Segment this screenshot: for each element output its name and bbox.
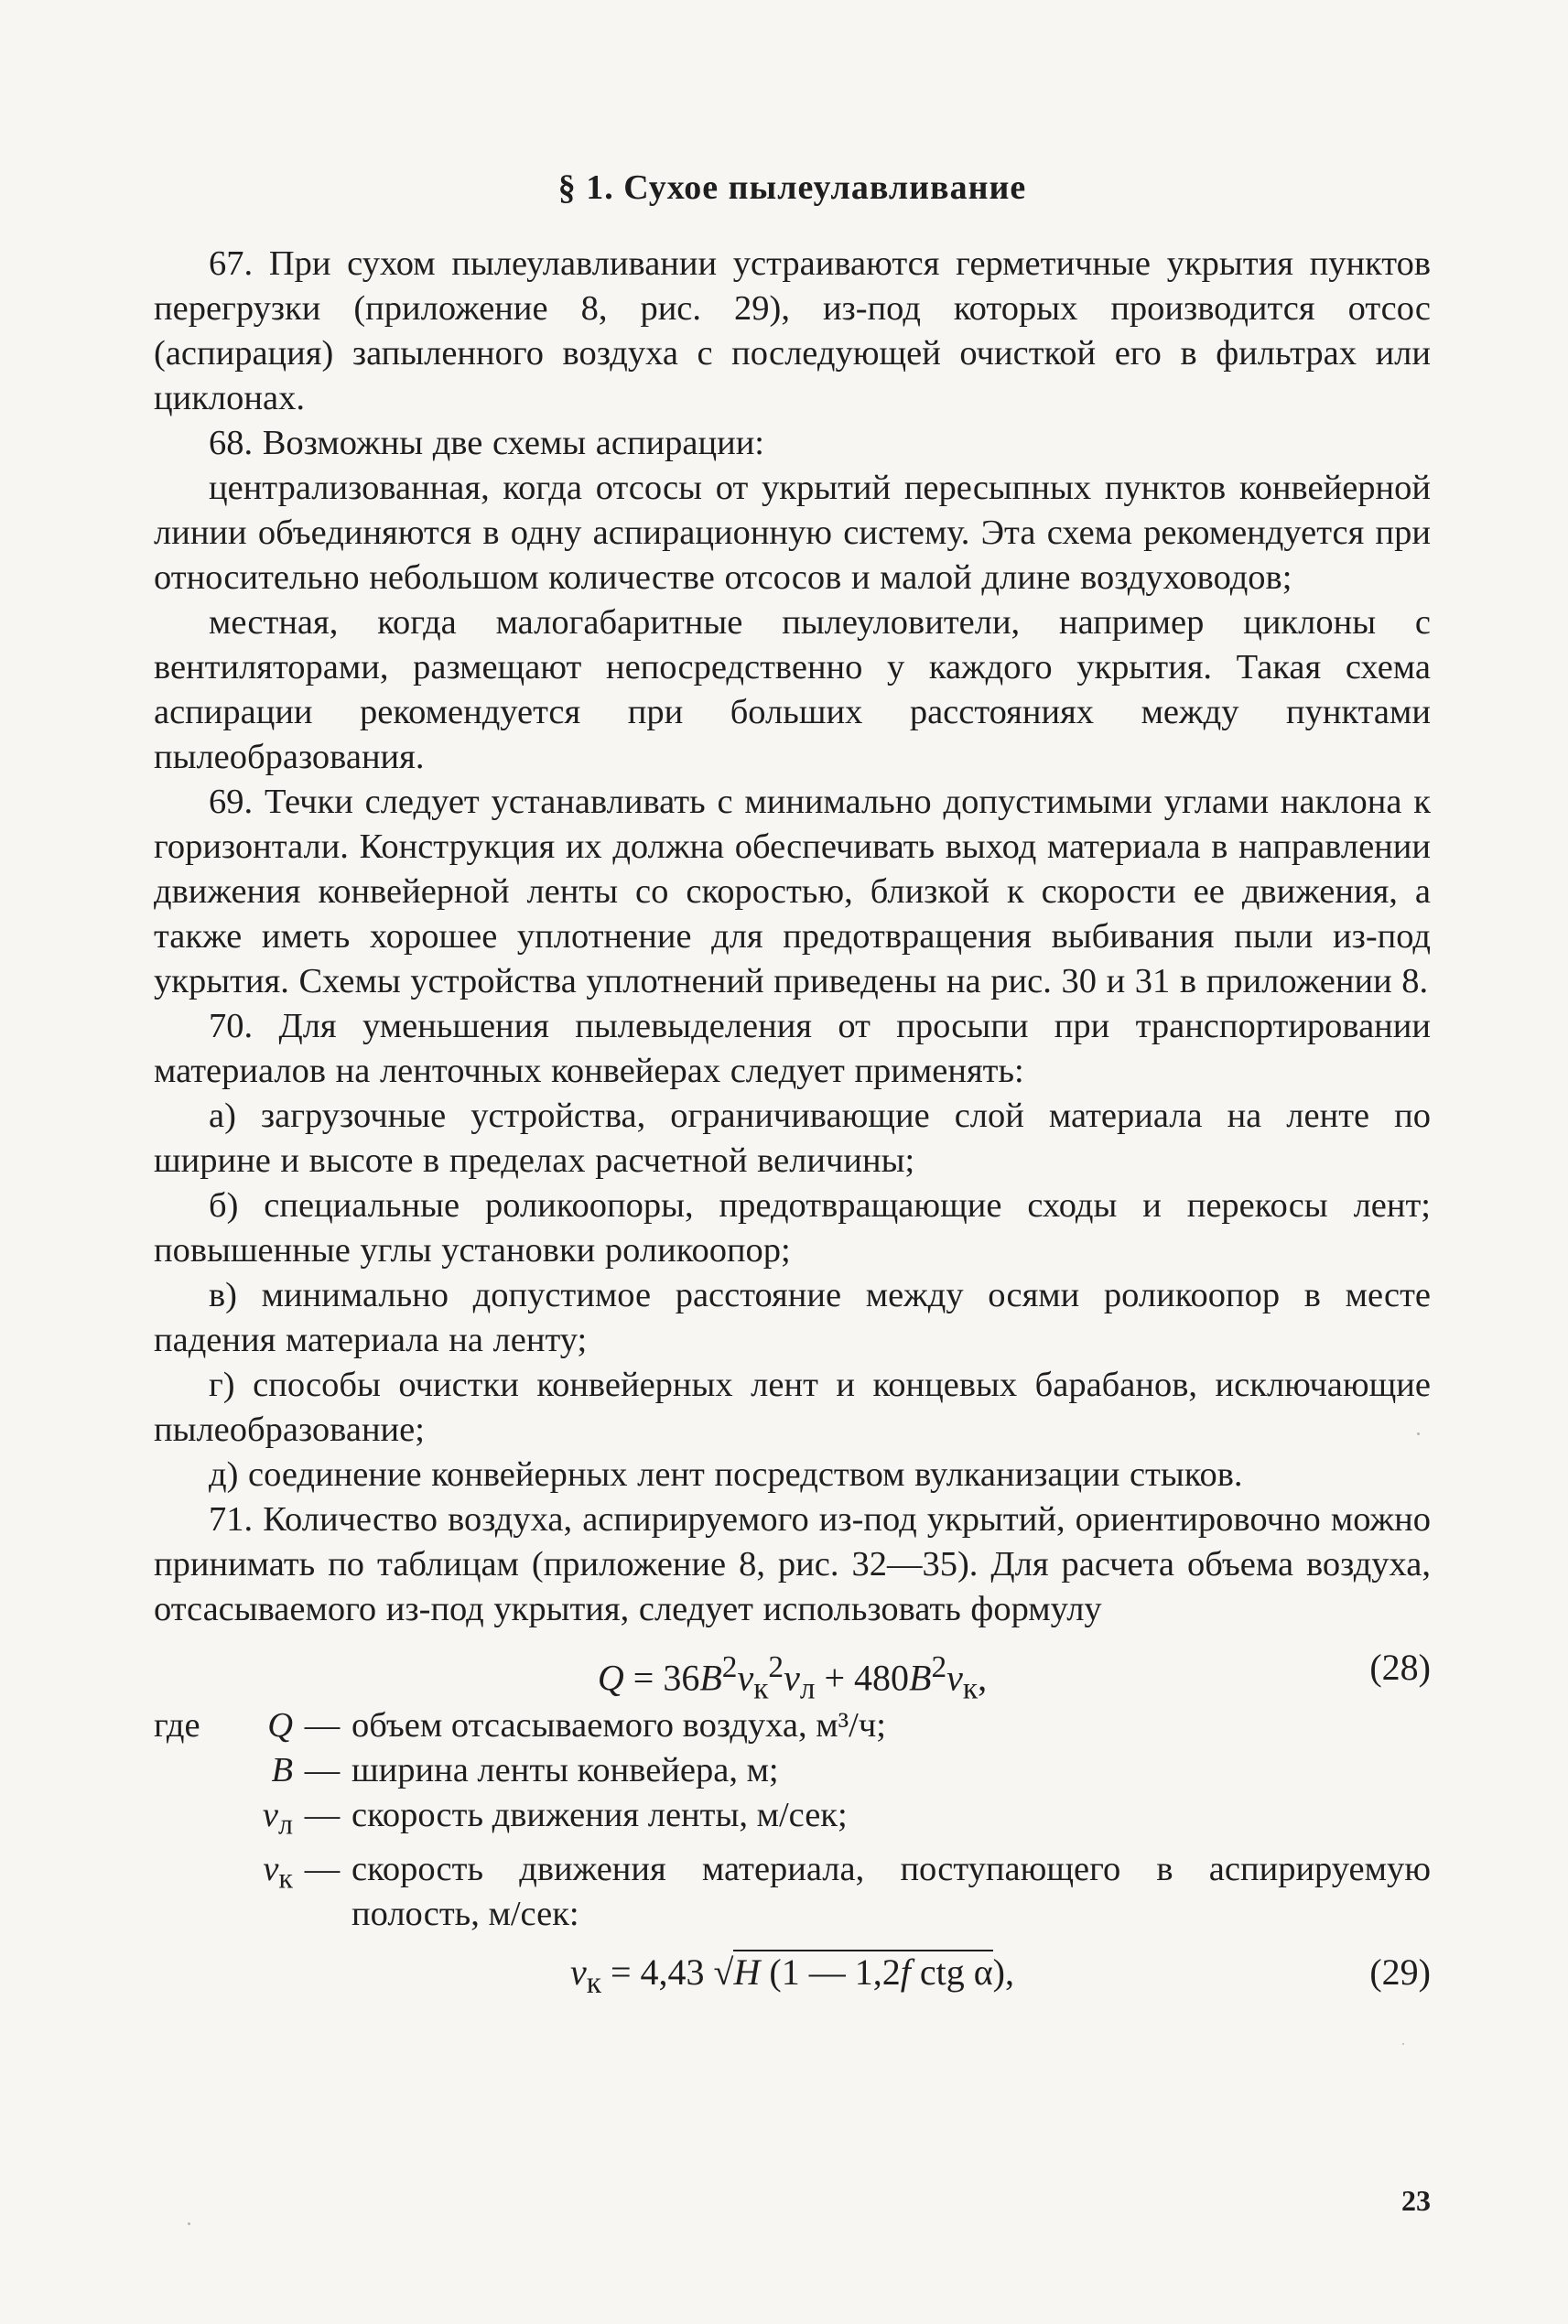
legend-dash: — [304, 1796, 341, 1834]
list-item-g: г) способы очистки конвейерных лент и концевых барабанов, исключающие пылеобразование; [154, 1366, 1431, 1449]
scan-speck [188, 2222, 190, 2225]
formula-29-number: (29) [1369, 1951, 1431, 1993]
list-item-b: б) специальные роликоопоры, предотвращающие сходы и перекосы лент; повышенные углы установки роликоопор; [154, 1186, 1431, 1270]
legend-dash: — [304, 1751, 341, 1789]
legend-symbol: B [271, 1751, 293, 1789]
legend-symbol: Q [267, 1706, 293, 1745]
legend-symbol: $v_к$ [263, 1849, 293, 1895]
paragraph-68: 68. Возможны две схемы аспирации: [209, 424, 764, 462]
list-item-d: д) соединение конвейерных лент посредством вулканизации стыков. [209, 1455, 1243, 1494]
list-item-v: в) минимально допустимое расстояние между осями роликоопор в месте падения материала на ленту; [154, 1276, 1431, 1359]
legend-row-b [154, 1748, 1431, 1793]
scan-speck [1417, 1432, 1420, 1435]
legend-dash: — [304, 1849, 341, 1888]
paragraph-67: 67. При сухом пылеулавливании устраиваются герметичные укрытия пунктов перегрузки (приложение 8, рис. 29), из-под которых производится отсос (аспирация) запыленного воздуха с последующей очисткой его в фильтрах или циклонах. [154, 244, 1431, 417]
formula-28 [154, 1639, 1431, 1706]
radical-sign: √ [713, 1951, 734, 1993]
list-item-a: а) загрузочные устройства, ограничивающие слой материала на ленте по ширине и высоте в пределах расчетной величины; [154, 1097, 1431, 1180]
legend-row-vl [154, 1793, 1431, 1847]
scan-speck [1402, 2043, 1404, 2045]
legend-symbol: $v_л$ [262, 1796, 293, 1841]
legend-description: объем отсасываемого воздуха, м³/ч; [351, 1706, 886, 1745]
paragraph-local: местная, когда малогабаритные пылеуловители, например циклоны с вентиляторами, размещают непосредственно у каждого укрытия. Такая схема аспирации рекомендуется при больших расстояниях между пунктами пылеобразования. [154, 603, 1431, 776]
legend-description: скорость движения материала, поступающего в аспирируемую полость, м/сек: [351, 1849, 1431, 1933]
paragraph-70: 70. Для уменьшения пылевыделения от просыпи при транспортировании материалов на ленточных конвейерах следует применять: [154, 1007, 1431, 1090]
formula-29 [154, 1944, 1431, 2001]
paragraph-71: 71. Количество воздуха, аспирируемого из-под укрытий, ориентировочно можно принимать по таблицам (приложение 8, рис. 32—35). Для расчета объема воздуха, отсасываемого из-под укрытия, следует использовать формулу [154, 1500, 1431, 1628]
legend-description: скорость движения ленты, м/сек; [351, 1796, 848, 1834]
legend-row-vk [154, 1847, 1431, 1937]
formula-legend [154, 1703, 1431, 1937]
legend-lead-word: где [154, 1706, 200, 1745]
page-number: 23 [1401, 2184, 1431, 2217]
formula-28-number: (28) [1369, 1647, 1431, 1688]
section-heading: § 1. Сухое пылеулавливание [557, 168, 1027, 207]
formula-28-expression: $Q = 36B^2v_к^2v_л + 480B^2v_к$, [597, 1650, 988, 1706]
paragraph-69: 69. Течки следует устанавливать с минимально допустимыми углами наклона к горизонтали. Конструкция их должна обеспечивать выход материала в направлении движения конвейерной ленты со скоростью, близкой к скорости ее движения, а также иметь хорошее уплотнение для предотвращения выбивания пыли из-под укрытия. Схемы устройства уплотнений приведены на рис. 30 и 31 в приложении 8. [154, 783, 1431, 1000]
legend-dash: — [304, 1706, 341, 1745]
text-column [154, 165, 1431, 2008]
legend-description: ширина ленты конвейера, м; [351, 1751, 779, 1789]
paragraph-centralized: централизованная, когда отсосы от укрытий пересыпных пунктов конвейерной линии объединяются в одну аспирационную систему. Эта схема рекомендуется при относительно небольшом количестве отсосов и малой длине воздуховодов; [154, 469, 1431, 597]
formula-29-expression: $v_к = 4,43$ √H (1 — 1,2f ctg α), [570, 1951, 1014, 2000]
